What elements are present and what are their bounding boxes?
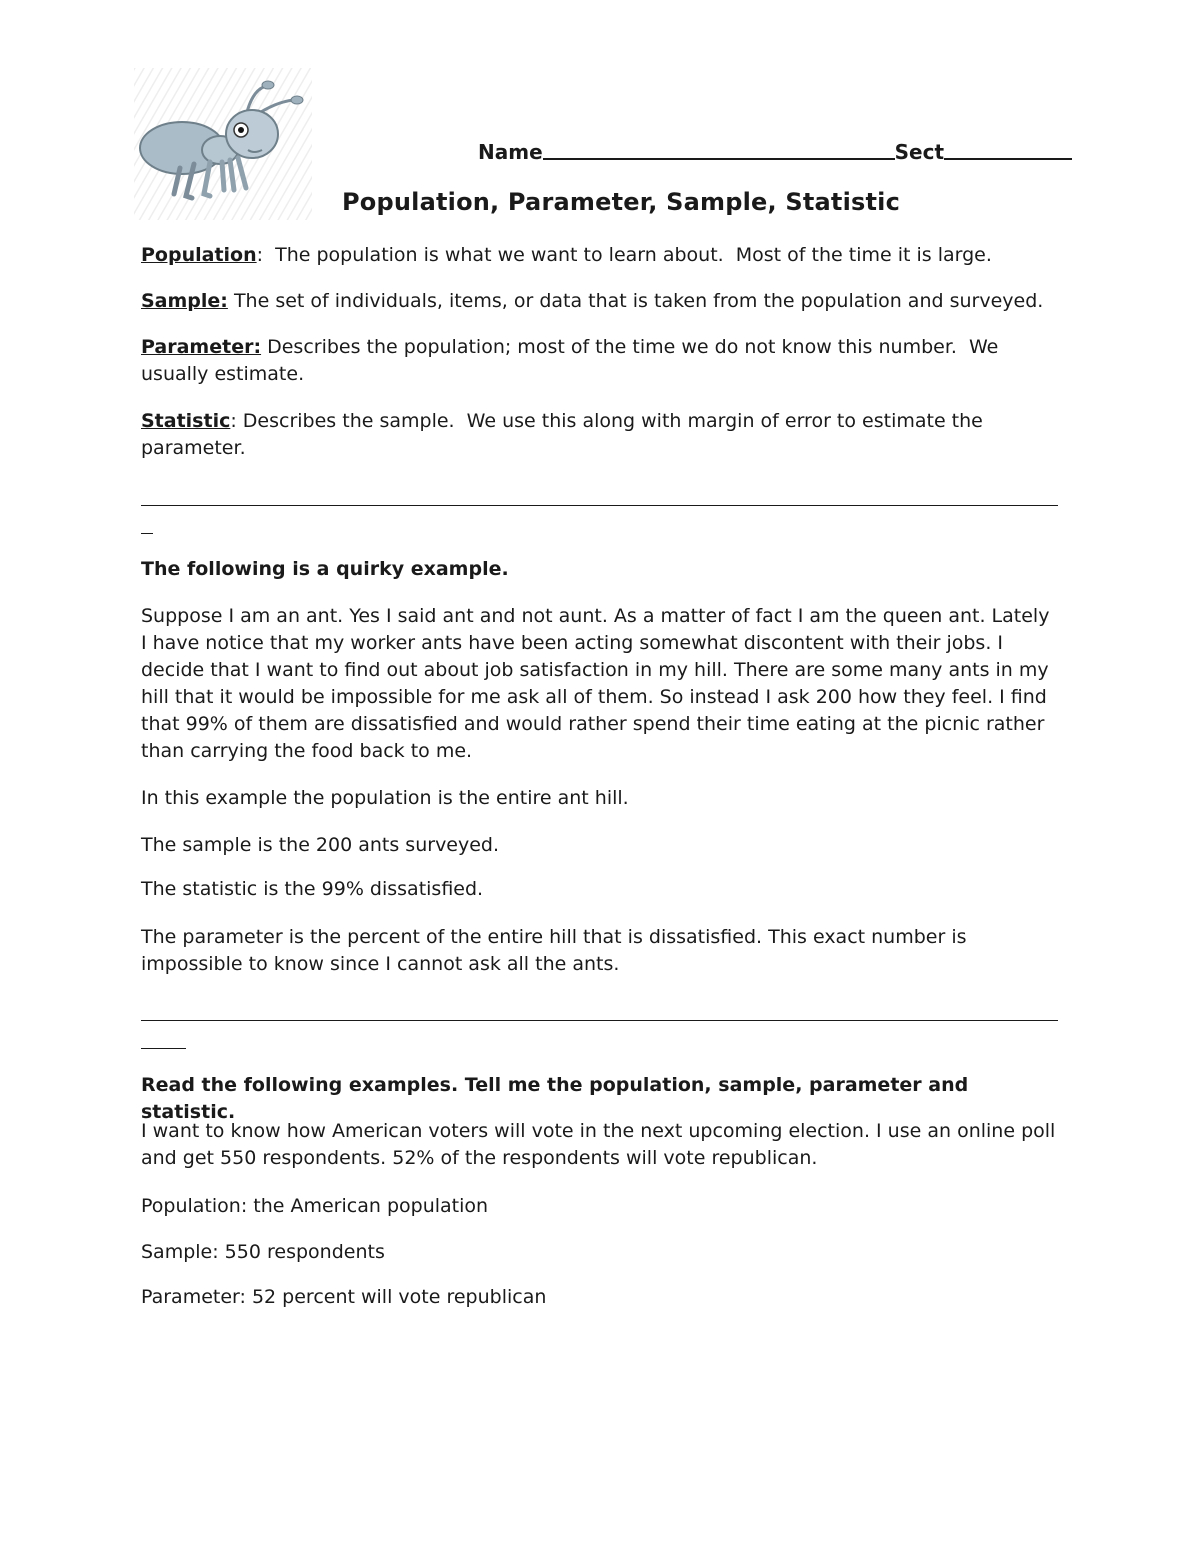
sect-label: Sect xyxy=(894,140,945,164)
exercise-problem: I want to know how American voters will vote in the next upcoming election. I use an online poll and get 550 respondents. 52% of the respondents will vote republican. xyxy=(141,1120,1056,1169)
definition-separator: : xyxy=(256,244,264,266)
sect-blank[interactable] xyxy=(944,138,1072,160)
definition-sample xyxy=(141,288,1061,315)
definition-term: Statistic xyxy=(141,410,231,432)
definition-text: The set of individuals, items, or data that is taken from the population and surveyed. xyxy=(227,290,1044,312)
example-statistic: The statistic is the 99% dissatisfied. xyxy=(141,878,484,900)
definition-separator: : xyxy=(230,410,237,432)
separator-rule xyxy=(141,505,1058,506)
exercise-heading: Read the following examples. Tell me the population, sample, parameter and statistic. xyxy=(141,1074,969,1123)
page-title: Population, Parameter, Sample, Statistic xyxy=(342,188,901,216)
definition-population xyxy=(141,242,1061,269)
answer-parameter: Parameter: 52 percent will vote republican xyxy=(141,1286,547,1308)
answer-sample: Sample: 550 respondents xyxy=(141,1241,385,1263)
example-heading: The following is a quirky example. xyxy=(141,558,509,580)
example-population: In this example the population is the entire ant hill. xyxy=(141,787,629,809)
definition-term: Parameter: xyxy=(141,336,262,358)
ant-illustration xyxy=(134,68,312,220)
definition-statistic xyxy=(141,408,1061,462)
definition-term: Population xyxy=(141,244,257,266)
separator-rule-tail xyxy=(141,533,153,534)
name-label: Name xyxy=(478,140,543,164)
example-sample: The sample is the 200 ants surveyed. xyxy=(141,834,500,856)
definition-text: Describes the population; most of the time we do not know this number. We usually estimate. xyxy=(141,336,1005,385)
definition-term: Sample: xyxy=(141,290,228,312)
example-parameter: The parameter is the percent of the entire hill that is dissatisfied. This exact number is impossible to know since I cannot ask all the ants. xyxy=(141,926,967,975)
definition-text: Describes the sample. We use this along with margin of error to estimate the parameter. xyxy=(141,410,989,459)
name-blank[interactable] xyxy=(543,138,895,160)
definition-text: The population is what we want to learn about. Most of the time it is large. xyxy=(263,244,992,266)
definition-parameter xyxy=(141,334,1061,388)
answer-population: Population: the American population xyxy=(141,1195,489,1217)
example-story: Suppose I am an ant. Yes I said ant and not aunt. As a matter of fact I am the queen ant. Lately I have notice that my worker ants have been acting somewhat discontent with their jobs. I decide that I want to find out about job satisfaction in my hill. There are some many ants in my hill that it would be impossible for me ask all of them. So instead I ask 200 how they feel. I find that 99% of them are dissatisfied and would rather spend their time eating at the picnic rather than carrying the food back to me. xyxy=(141,605,1050,762)
separator-rule xyxy=(141,1020,1058,1021)
name-sect-line xyxy=(478,138,1072,164)
separator-rule-tail xyxy=(141,1048,186,1049)
